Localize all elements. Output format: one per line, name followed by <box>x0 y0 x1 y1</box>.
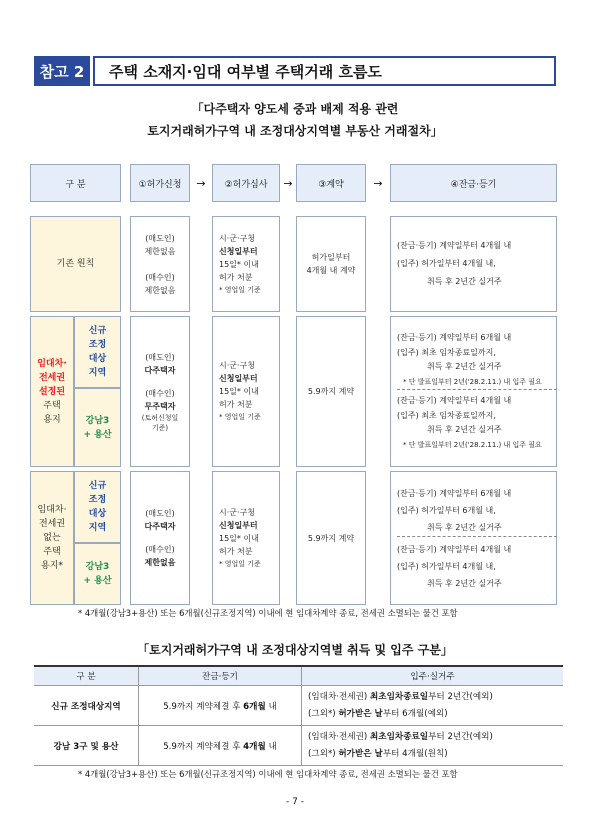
rental-gangnam-label: 강남3 + 용산 <box>74 388 121 467</box>
arrow-icon: → <box>283 176 293 190</box>
section1-title-line1: 「다주택자 양도세 중과 배제 적용 관련 <box>191 102 399 116</box>
footnote-1: * 4개월(강남3+용산) 또는 6개월(신규조정지역) 이내에 현 임대차계약 종료, 전세권 소멸되는 물건 포함 <box>78 608 458 618</box>
flow-header-step3: ③계약 <box>296 164 366 202</box>
norental-apply: (매도인) 다주택자 (매수인) 제한없음 <box>130 471 190 605</box>
rental-final: (잔금·등기) 계약일부터 6개월 내 (입주) 최초 임차종료일까지, 취득 후 2년간 실거주 * 단 발표일부터 2년('28.2.11.) 내 입주 필요 (잔금·등기) 계약일부터 4개월 내 (입주) 최초 임차종료일까지, 취득 후 2년간 실거주 * 단 발표일부터 2년('28.2.11.) 내 입주 필요 <box>390 316 557 467</box>
col-header-category: 구 분 <box>34 666 139 686</box>
flow-header-category: 구 분 <box>30 164 121 202</box>
col-header-move-in: 입주·실거주 <box>302 666 564 686</box>
rental-review: 시·군·구청 신청일부터 15일* 이내 허가 처분 * 영업일 기준 <box>212 316 280 467</box>
row-label: 강남 3구 및 용산 <box>34 726 139 766</box>
flow-header-step2: ②허가심사 <box>212 164 280 202</box>
acquisition-table <box>34 665 563 766</box>
flow-header-step4: ④잔금·등기 <box>390 164 557 202</box>
table-row <box>34 726 563 766</box>
section2-title: 「토지거래허가구역 내 조정대상지역별 취득 및 입주 구분」 <box>137 643 453 657</box>
rental-new-area-label: 신규 조정 대상 지역 <box>74 316 121 388</box>
norental-contract: 5.9까지 계약 <box>296 471 366 605</box>
row-label-existing: 기존 원칙 <box>30 216 121 312</box>
existing-contract: 허가일부터 4개월 내 계약 <box>296 216 366 312</box>
existing-apply: (매도인) 제한없음 (매수인) 제한없음 <box>130 216 190 312</box>
norental-review: 시·군·구청 신청일부터 15일* 이내 허가 처분 * 영업일 기준 <box>212 471 280 605</box>
page-title: 주택 소재지·임대 여부별 주택거래 흐름도 <box>93 56 556 86</box>
move-in-cell: (임대차·전세권) 최초임차종료일부터 2년간(예외) (그외*) 허가받은 날부터 6개월(예외) <box>302 686 564 726</box>
payment-cell: 5.9까지 계약체결 후 6개월 내 <box>139 686 302 726</box>
existing-review: 시·군·구청 신청일부터 15일* 이내 허가 처분 * 영업일 기준 <box>212 216 280 312</box>
existing-final: (잔금·등기) 계약일부터 4개월 내 (입주) 허가일부터 4개월 내, 취득 후 2년간 실거주 <box>390 216 557 312</box>
rental-apply: (매도인) 다주택자 (매수인) 무주택자 (토허신청일 기준) <box>130 316 190 467</box>
norental-final: (잔금·등기) 계약일부터 6개월 내 (입주) 허가일부터 6개월 내, 취득 후 2년간 실거주 (잔금·등기) 계약일부터 4개월 내 (입주) 허가일부터 4개월 내, 취득 후 2년간 실거주 <box>390 471 557 605</box>
norental-gangnam-label: 강남3 + 용산 <box>74 543 121 605</box>
row-label-norental: 임대차· 전세권 없는 주택 용지* <box>30 471 74 605</box>
arrow-icon: → <box>196 176 206 190</box>
footnote-2: * 4개월(강남3+용산) 또는 6개월(신규조정지역) 이내에 현 임대차계약 종료, 전세권 소멸되는 물건 포함 <box>78 769 458 779</box>
col-header-payment: 잔금·등기 <box>139 666 302 686</box>
arrow-icon: → <box>373 176 383 190</box>
page-number: - 7 - <box>286 797 304 807</box>
flow-header-step1: ①허가신청 <box>130 164 190 202</box>
row-label-rental: 임대차· 전세권 설정된 주택 용지 <box>30 316 74 467</box>
rental-contract: 5.9까지 계약 <box>296 316 366 467</box>
section1-title-line2: 토지거래허가구역 내 조정대상지역별 부동산 거래절차」 <box>147 124 443 138</box>
norental-new-area-label: 신규 조정 대상 지역 <box>74 471 121 543</box>
move-in-cell: (임대차·전세권) 최초임차종료일부터 2년간(예외) (그외*) 허가받은 날부터 4개월(원칙) <box>302 726 564 766</box>
row-label: 신규 조정대상지역 <box>34 686 139 726</box>
reference-badge: 참고 2 <box>34 56 90 86</box>
payment-cell: 5.9까지 계약체결 후 4개월 내 <box>139 726 302 766</box>
table-row <box>34 686 563 726</box>
